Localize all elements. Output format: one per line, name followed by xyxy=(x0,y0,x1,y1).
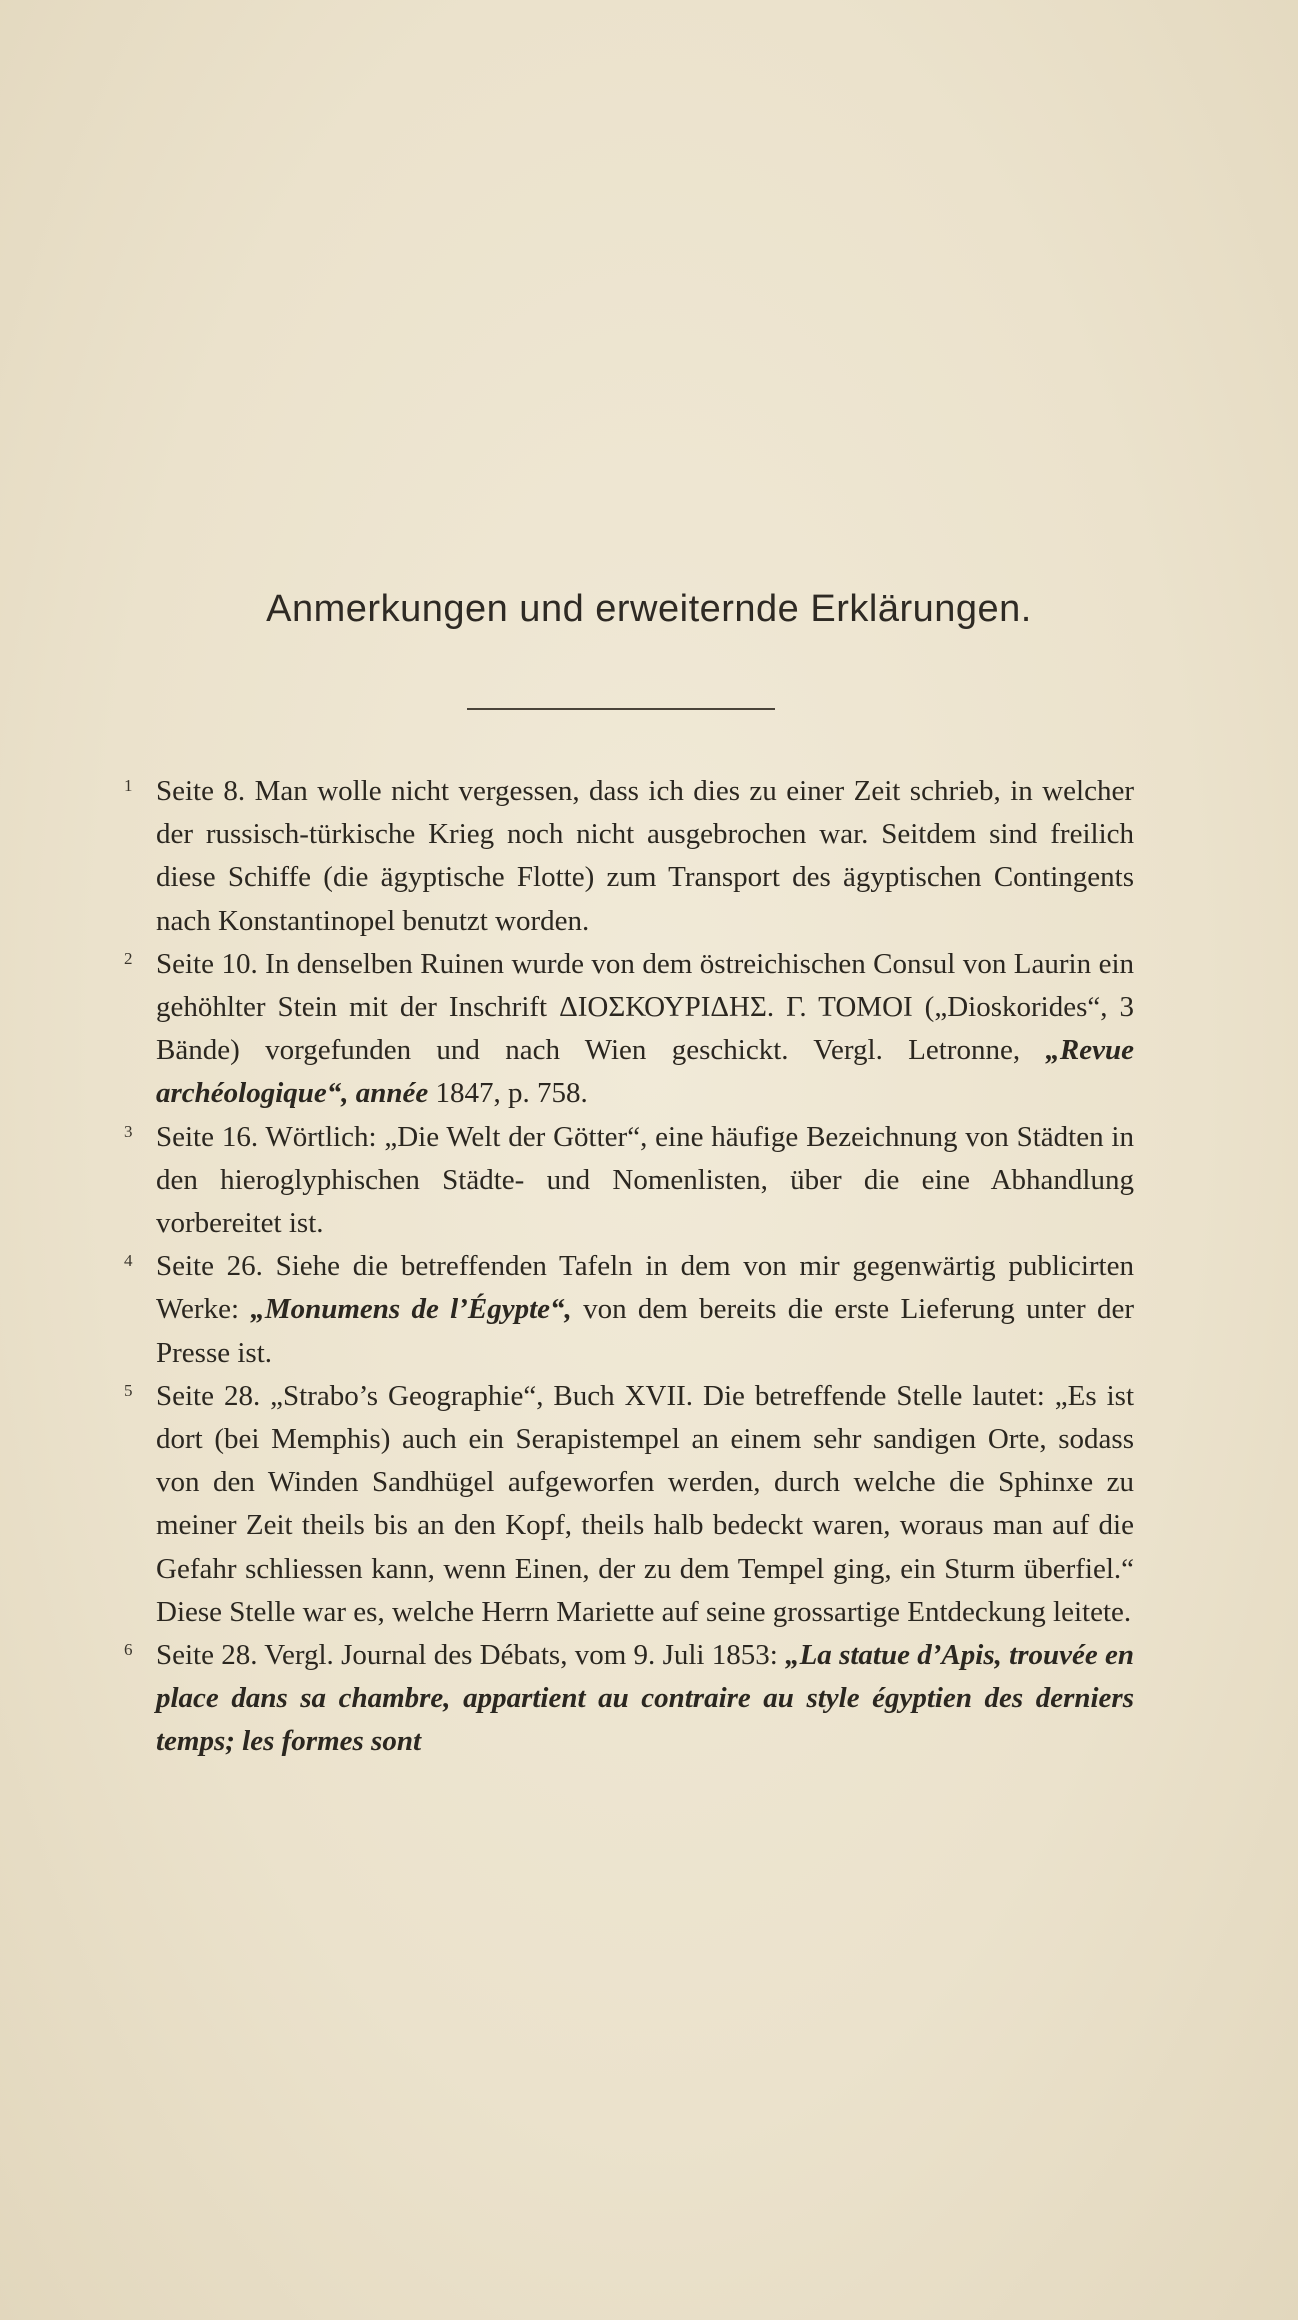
footnote xyxy=(124,1116,1134,1246)
footnote-text: 1847, p. 758. xyxy=(428,1077,588,1110)
footnote xyxy=(124,943,1134,1116)
footnote xyxy=(124,1375,1134,1634)
footnote-text: Seite 28. „Strabo’s Geographie“, Buch XVII. Die betreffende Stelle lautet: „Es ist dort (bei Memphis) auch ein Serapistempel an einem sehr sandigen Orte, sodass von den Winden Sandhügel aufgeworfen werden, durch welche die Sphinxe zu meiner Zeit theils bis an den Kopf, theils halb bedeckt waren, woraus man auf die Gefahr schliessen kann, wenn Einen, der zu dem Tempel ging, ein Sturm überfiel.“ Diese Stelle war es, welche Herrn Mariette auf seine grossartige Entdeckung leitete. xyxy=(156,1379,1134,1628)
footnote xyxy=(124,1245,1134,1375)
title-divider xyxy=(467,708,775,710)
footnote-text: Seite 26. Siehe die betreffenden Tafeln in dem von mir gegenwärtig publicirten Werke: xyxy=(156,1250,1134,1326)
footnote xyxy=(124,1634,1134,1764)
footnote-text: Seite 8. Man wolle nicht vergessen, dass ich dies zu einer Zeit schrieb, in welcher der russisch-türkische Krieg noch nicht ausgebrochen war. Seitdem sind freilich diese Schiffe (die ägyptische Flotte) zum Transport des ägyptischen Contingents nach Konstantinopel benutzt worden. xyxy=(156,775,1134,937)
footnote-number: 1 xyxy=(124,776,133,795)
footnote-number: 2 xyxy=(124,948,133,968)
footnote-text: Seite 28. Vergl. Journal des Débats, vom 9. Juli 1853: xyxy=(156,1639,786,1672)
footnote-number: 5 xyxy=(124,1380,133,1400)
footnote xyxy=(124,770,1134,943)
page-title: Anmerkungen und erweiternde Erklärungen. xyxy=(266,588,1032,630)
footnote-text: Seite 10. In denselben Ruinen wurde von dem östreichischen Consul von Laurin ein gehöhlter Stein mit der Inschrift ΔΙΟΣΚΟΥΡΙΔΗΣ. Γ. ΤΟΜΟΙ („Dioskorides“, 3 Bände) vorgefunden und nach Wien geschickt. Vergl. Letronne, xyxy=(156,947,1134,1067)
footnote-text: Seite 16. Wörtlich: „Die Welt der Götter“, eine häufige Bezeichnung von Städten in den hieroglyphischen Städte- und Nomenlisten, über die eine Abhandlung vorbereitet ist. xyxy=(156,1120,1134,1240)
footnote-text: von dem bereits die erste Lieferung unter der Presse ist. xyxy=(156,1293,1134,1369)
footnote-number: 4 xyxy=(124,1251,133,1271)
footnote-number: 6 xyxy=(124,1640,133,1660)
footnote-citation: „Monumens de l’Égypte“, xyxy=(250,1293,572,1326)
footnote-number: 3 xyxy=(124,1121,133,1141)
footnote-list xyxy=(124,770,1134,1764)
footnote-citation: „Revue archéologique“, année xyxy=(156,1034,1134,1110)
footnote-citation: „La statue d’Apis, trouvée en place dans sa chambre, appartient au contraire au style égyptien des derniers temps; les formes sont xyxy=(156,1639,1134,1758)
